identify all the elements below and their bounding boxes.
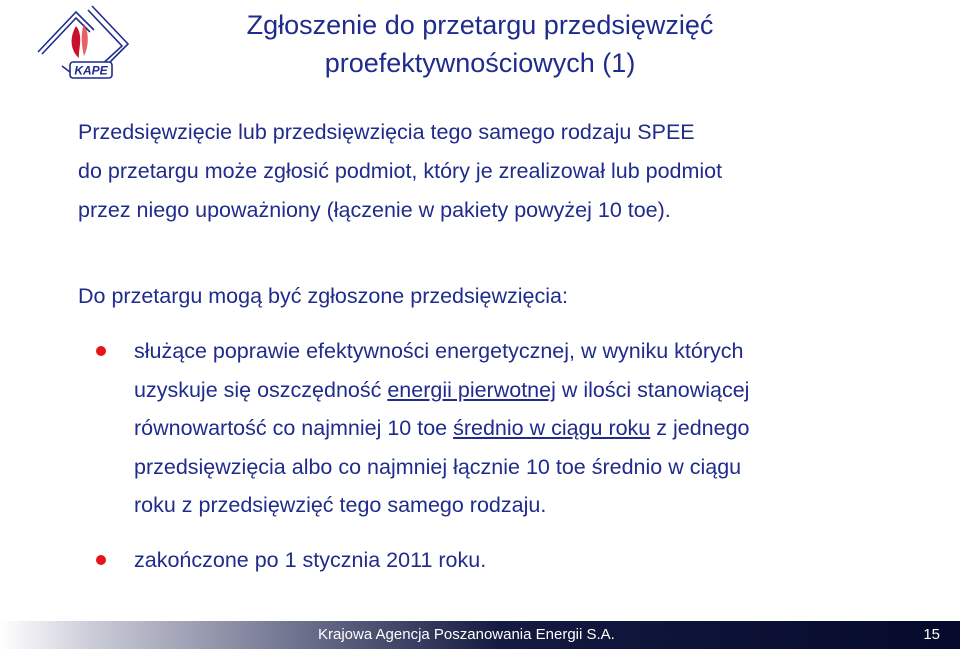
- intro-text: Do przetargu mogą być zgłoszone przedsięwzięcia:: [78, 284, 568, 308]
- bullet-item-1: [96, 332, 926, 525]
- bullet1-line-2: [134, 371, 926, 410]
- main-paragraph: [78, 113, 918, 230]
- bullet1-line-3-text-b: z jednego: [650, 416, 750, 440]
- paragraph-line-3: przez niego upoważniony (łączenie w pakiety powyżej 10 toe).: [78, 198, 671, 222]
- bullet1-line-3-text-a: równowartość co najmniej 10 toe: [134, 416, 454, 440]
- footer-bar: [0, 621, 960, 649]
- bullet1-line-1: służące poprawie efektywności energetycznej, w wyniku których: [134, 339, 744, 363]
- bullet1-line-2-text-b: w ilości stanowiącej: [555, 377, 750, 402]
- link-energia-pierwotna[interactable]: energii pierwotnej: [387, 377, 556, 402]
- slide-title: [150, 6, 810, 82]
- page-number: 15: [923, 626, 940, 643]
- link-srednio-w-ciagu-roku[interactable]: średnio w ciągu roku: [453, 416, 651, 440]
- title-line-2: proefektywnościowych (1): [324, 48, 636, 78]
- bullet-list: [96, 332, 926, 579]
- bullet1-line-3: [134, 409, 926, 448]
- title-line-1: Zgłoszenie do przetargu przedsięwzięć: [246, 10, 714, 40]
- bullet2-text: zakończone po 1 stycznia 2011 roku.: [134, 547, 487, 572]
- logo-text: KAPE: [74, 63, 108, 78]
- paragraph-line-1: Przedsięwzięcie lub przedsięwzięcia tego samego rodzaju SPEE: [78, 120, 695, 144]
- bullet-dot-icon: [96, 346, 106, 356]
- kape-logo: [32, 4, 132, 82]
- paragraph-line-2: do przetargu może zgłosić podmiot, który je zrealizował lub podmiot: [78, 159, 723, 183]
- bullet1-line-4: przedsięwzięcia albo co najmniej łącznie 10 toe średnio w ciągu: [134, 454, 742, 479]
- bullet-dot-icon: [96, 555, 106, 565]
- bullet1-line-2-text-a: uzyskuje się oszczędność: [134, 377, 388, 402]
- bullet-item-2: [96, 541, 926, 580]
- footer-organization: Krajowa Agencja Poszanowania Energii S.A.: [318, 626, 615, 643]
- kape-logo-graphic: [32, 4, 132, 82]
- bullet1-line-5: roku z przedsięwzięć tego samego rodzaju.: [134, 493, 547, 517]
